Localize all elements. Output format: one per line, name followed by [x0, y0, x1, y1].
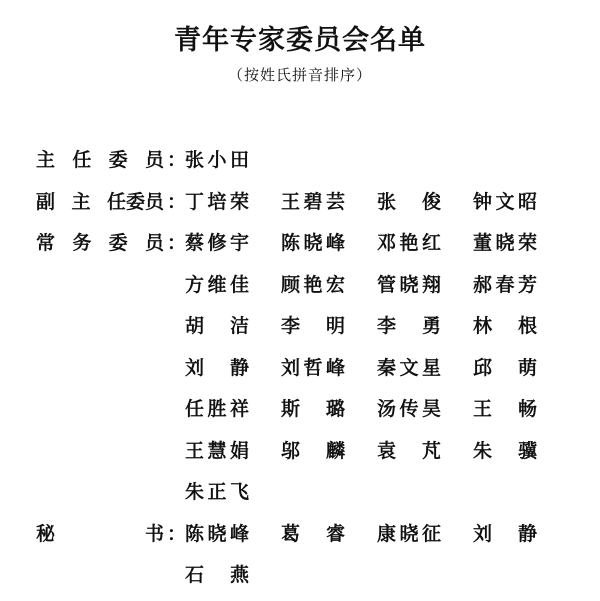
member-names: [185, 310, 576, 352]
member-name: 邱 萌: [473, 356, 537, 379]
member-name: 丁培荣: [185, 190, 249, 213]
member-name: 李 明: [281, 315, 345, 337]
member-name: 邬 麟: [281, 439, 345, 462]
role-label-segment: 委: [108, 149, 128, 171]
member-names: [185, 435, 576, 477]
member-name: 朱 骥: [473, 439, 537, 462]
member-names: [185, 269, 576, 311]
roster-row: [36, 559, 576, 601]
member-name: 康晓征: [377, 522, 441, 545]
member-name: 蔡修宇: [185, 232, 249, 254]
member-name: 刘 静: [473, 522, 537, 545]
committee-roster: [36, 144, 576, 601]
roster-row: [36, 186, 576, 228]
role-label-segment: 任: [72, 149, 92, 171]
member-name: 管晓翔: [377, 273, 441, 296]
role-label-segment: 秘: [36, 522, 56, 545]
member-name: 李 勇: [377, 315, 441, 337]
member-name: 陈晓峰: [281, 232, 345, 254]
role-separator: ：: [167, 190, 187, 213]
member-name: 斯 璐: [281, 398, 345, 420]
member-names: [185, 352, 576, 394]
member-name: 陈晓峰: [185, 522, 249, 545]
roster-row: [36, 352, 576, 394]
member-name: 钟文昭: [473, 190, 537, 213]
member-names: [185, 476, 576, 518]
roster-row: [36, 518, 576, 560]
roster-row: [36, 144, 576, 186]
member-name: 王慧娟: [185, 439, 249, 462]
member-name: 张小田: [185, 149, 249, 171]
member-name: 郝春芳: [473, 273, 537, 296]
role-label: [36, 518, 164, 560]
member-name: 秦文星: [377, 356, 441, 379]
member-name: 王 畅: [473, 398, 537, 420]
roster-row: [36, 269, 576, 311]
member-names: [185, 227, 576, 269]
roster-row: [36, 393, 576, 435]
member-name: 刘 静: [185, 356, 249, 379]
member-name: 顾艳宏: [281, 273, 345, 296]
role-label: [36, 227, 164, 269]
member-name: 张 俊: [377, 190, 441, 213]
role-separator: ：: [167, 232, 187, 254]
role-label: [36, 186, 164, 228]
member-name: 葛 睿: [281, 522, 345, 545]
document-subtitle: （按姓氏拼音排序）: [227, 66, 372, 84]
member-names: [185, 559, 576, 601]
role-label-segment: 务: [72, 232, 92, 254]
roster-row: [36, 435, 576, 477]
roster-row: [36, 227, 576, 269]
member-name: 董晓荣: [473, 232, 537, 254]
member-name: 林 根: [473, 315, 537, 337]
member-name: 汤传昊: [377, 398, 441, 420]
roster-row: [36, 476, 576, 518]
member-name: 刘哲峰: [281, 356, 345, 379]
role-label-segment: 副: [36, 190, 56, 213]
member-names: [185, 144, 576, 186]
roster-row: [36, 310, 576, 352]
role-label-segment: 书: [144, 522, 164, 545]
member-name: 邓艳红: [377, 232, 441, 254]
role-label-segment: 委: [108, 232, 128, 254]
member-names: [185, 186, 576, 228]
member-name: 方维佳: [185, 273, 249, 296]
document-title: 青年专家委员会名单: [174, 25, 426, 56]
member-names: [185, 518, 576, 560]
member-name: 任胜祥: [185, 398, 249, 420]
role-label-segment: 员: [144, 232, 164, 254]
member-name: 石 燕: [185, 564, 249, 586]
role-label-segment: 主: [71, 190, 91, 213]
role-separator: ：: [167, 522, 187, 545]
role-label-segment: 任委员: [106, 190, 164, 213]
member-name: 袁 芃: [377, 439, 441, 462]
role-label: [36, 144, 164, 186]
role-label-segment: 常: [36, 232, 56, 254]
role-label-segment: 员: [144, 149, 164, 171]
role-separator: ：: [167, 149, 187, 171]
member-name: 朱正飞: [185, 481, 249, 503]
member-names: [185, 393, 576, 435]
role-label-segment: 主: [36, 149, 56, 171]
member-name: 胡 洁: [185, 315, 249, 337]
member-name: 王碧芸: [281, 190, 345, 213]
